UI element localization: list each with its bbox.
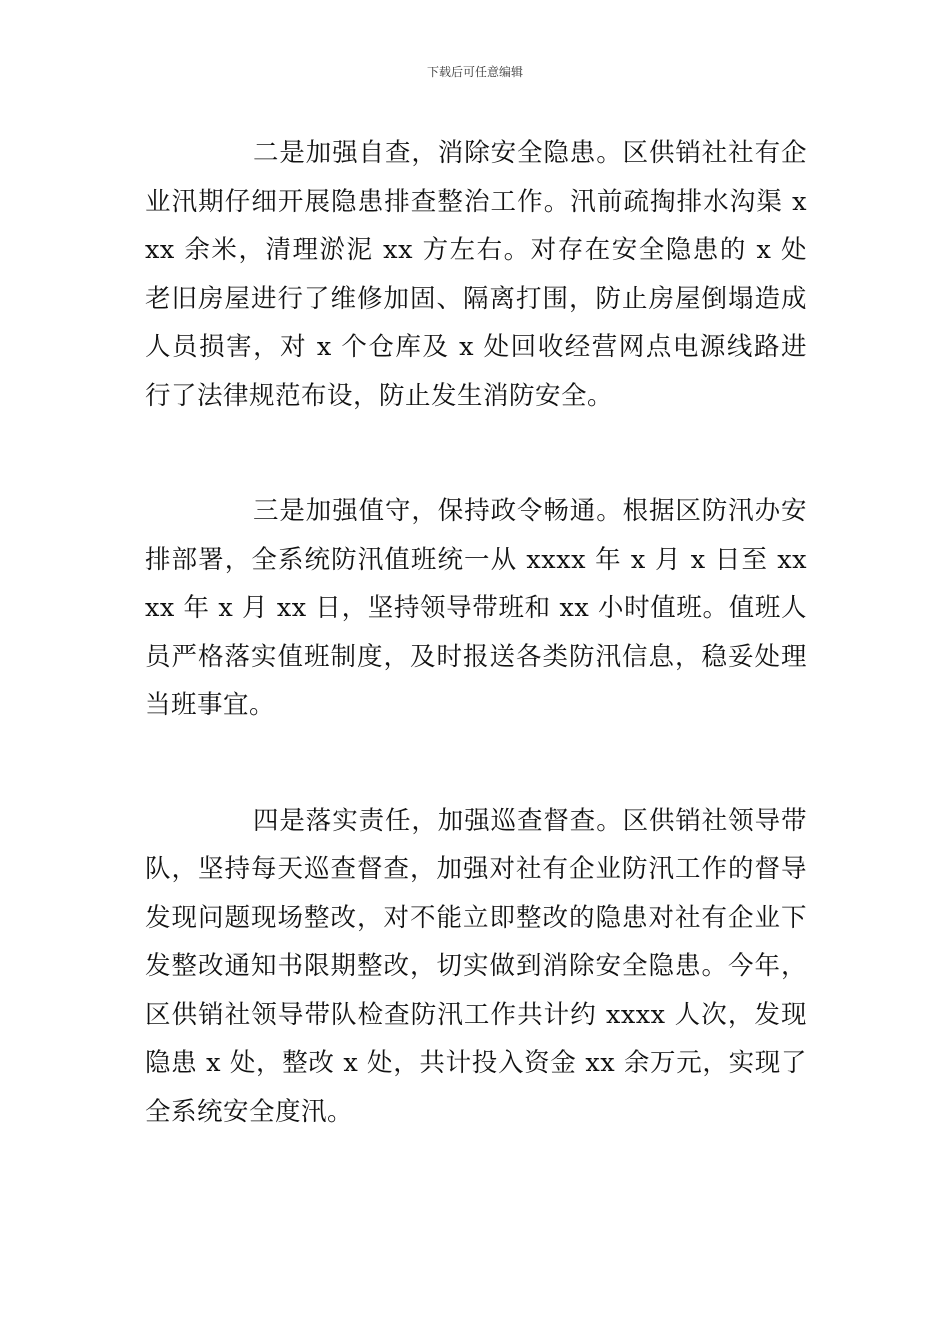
paragraph-duty-watch: 三是加强值守，保持政令畅通。根据区防汛办安排部署，全系统防汛值班统一从 xxxx 年 x 月 x 日至 xxxx 年 x 月 xx 日，坚持领导带班和 xx 小时值班。值班人员严格落实值班制度，及时报送各类防汛信息，稳妥处理当班事宜。: [145, 496, 807, 720]
paragraph-self-inspection: 二是加强自查，消除安全隐患。区供销社社有企业汛期仔细开展隐患排查整治工作。汛前疏掏排水沟渠 xxx 余米，清理淤泥 xx 方左右。对存在安全隐患的 x 处老旧房屋进行了维修加固、隔离打围，防止房屋倒塌造成人员损害，对 x 个仓库及 x 处回收经营网点电源线路进行了法律规范布设，防止发生消防安全。: [145, 138, 807, 411]
paragraph-responsibility: 四是落实责任，加强巡查督查。区供销社领导带队，坚持每天巡查督查，加强对社有企业防汛工作的督导发现问题现场整改，对不能立即整改的隐患对社有企业下发整改通知书限期整改，切实做到消除安全隐患。今年，区供销社领导带队检查防汛工作共计约 xxxx 人次，发现隐患 x 处，整改 x 处，共计投入资金 xx 余万元，实现了全系统安全度汛。: [145, 805, 807, 1127]
header-note: 下载后可任意编辑: [426, 65, 523, 79]
document-body: [145, 129, 807, 1136]
